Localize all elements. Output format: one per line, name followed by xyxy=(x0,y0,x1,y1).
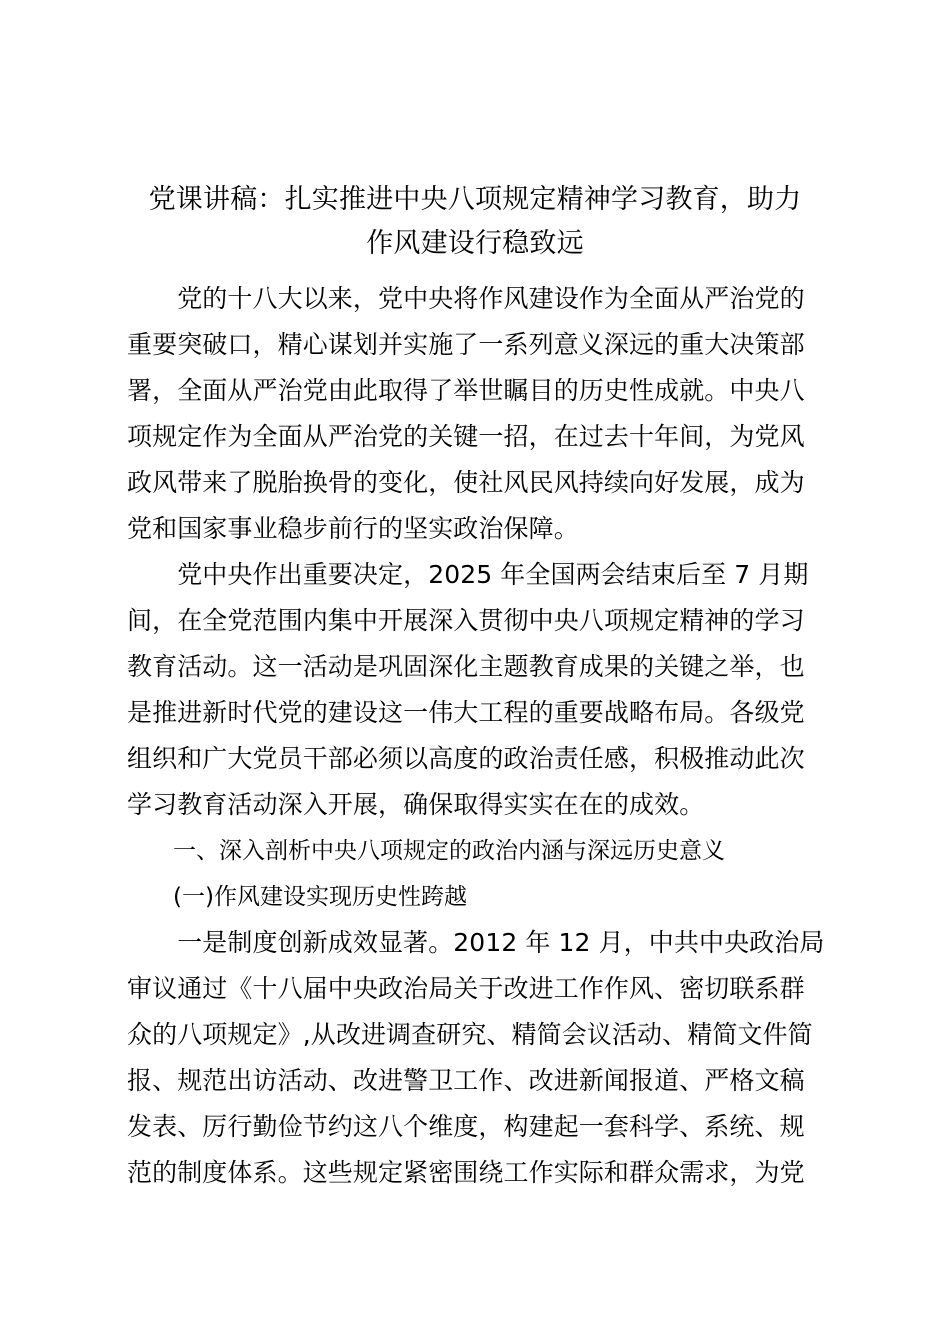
text-line: 项规定作为全面从严治党的关键一招，在过去十年间，为党风 xyxy=(127,422,805,451)
text-line: 是推进新时代党的建设这一伟大工程的重要战略布局。各级党 xyxy=(127,698,805,727)
paragraph-intro xyxy=(127,276,827,552)
text-line: 范的制度体系。这些规定紧密围绕工作实际和群众需求，为党 xyxy=(127,1158,805,1187)
text-line: 政风带来了脱胎换骨的变化，使社风民风持续向好发展，成为 xyxy=(127,468,805,497)
text-line: 一是制度创新成效显著。2012 年 12 月，中共中央政治局 xyxy=(127,928,825,957)
text-line: 党的十八大以来，党中央将作风建设作为全面从严治党的 xyxy=(127,284,805,313)
text-line: 党中央作出重要决定，2025 年全国两会结束后至 7 月期 xyxy=(127,560,809,589)
text-line: 党和国家事业稳步前行的坚实政治保障。 xyxy=(127,514,579,543)
section-heading-2 xyxy=(127,874,827,920)
text-line: 组织和广大党员干部必须以高度的政治责任感，积极推动此次 xyxy=(127,744,805,773)
title-line: 党课讲稿：扎实推进中央八项规定精神学习教育，助力 xyxy=(148,184,802,215)
heading-text: (一)作风建设实现历史性跨越 xyxy=(127,884,467,910)
heading-text: 一、深入剖析中央八项规定的政治内涵与深远历史意义 xyxy=(127,838,725,864)
text-line: 学习教育活动深入开展，确保取得实实在在的成效。 xyxy=(127,790,705,819)
document-title xyxy=(120,178,830,266)
paragraph-decision xyxy=(127,552,827,828)
paragraph-system xyxy=(127,920,827,1196)
section-heading-1 xyxy=(127,828,827,874)
text-line: 发表、厉行勤俭节约这八个维度，构建起一套科学、系统、规 xyxy=(127,1112,805,1141)
text-line: 众的八项规定》,从改进调查研究、精简会议活动、精简文件简 xyxy=(127,1020,813,1049)
text-line: 间，在全党范围内集中开展深入贯彻中央八项规定精神的学习 xyxy=(127,606,805,635)
title-line: 作风建设行稳致远 xyxy=(366,228,584,259)
text-line: 重要突破口，精心谋划并实施了一系列意义深远的重大决策部 xyxy=(127,330,805,359)
text-line: 教育活动。这一活动是巩固深化主题教育成果的关键之举，也 xyxy=(127,652,805,681)
text-line: 署，全面从严治党由此取得了举世瞩目的历史性成就。中央八 xyxy=(127,376,805,405)
text-line: 报、规范出访活动、改进警卫工作、改进新闻报道、严格文稿 xyxy=(127,1066,805,1095)
text-line: 审议通过《十八届中央政治局关于改进工作作风、密切联系群 xyxy=(127,974,805,1003)
